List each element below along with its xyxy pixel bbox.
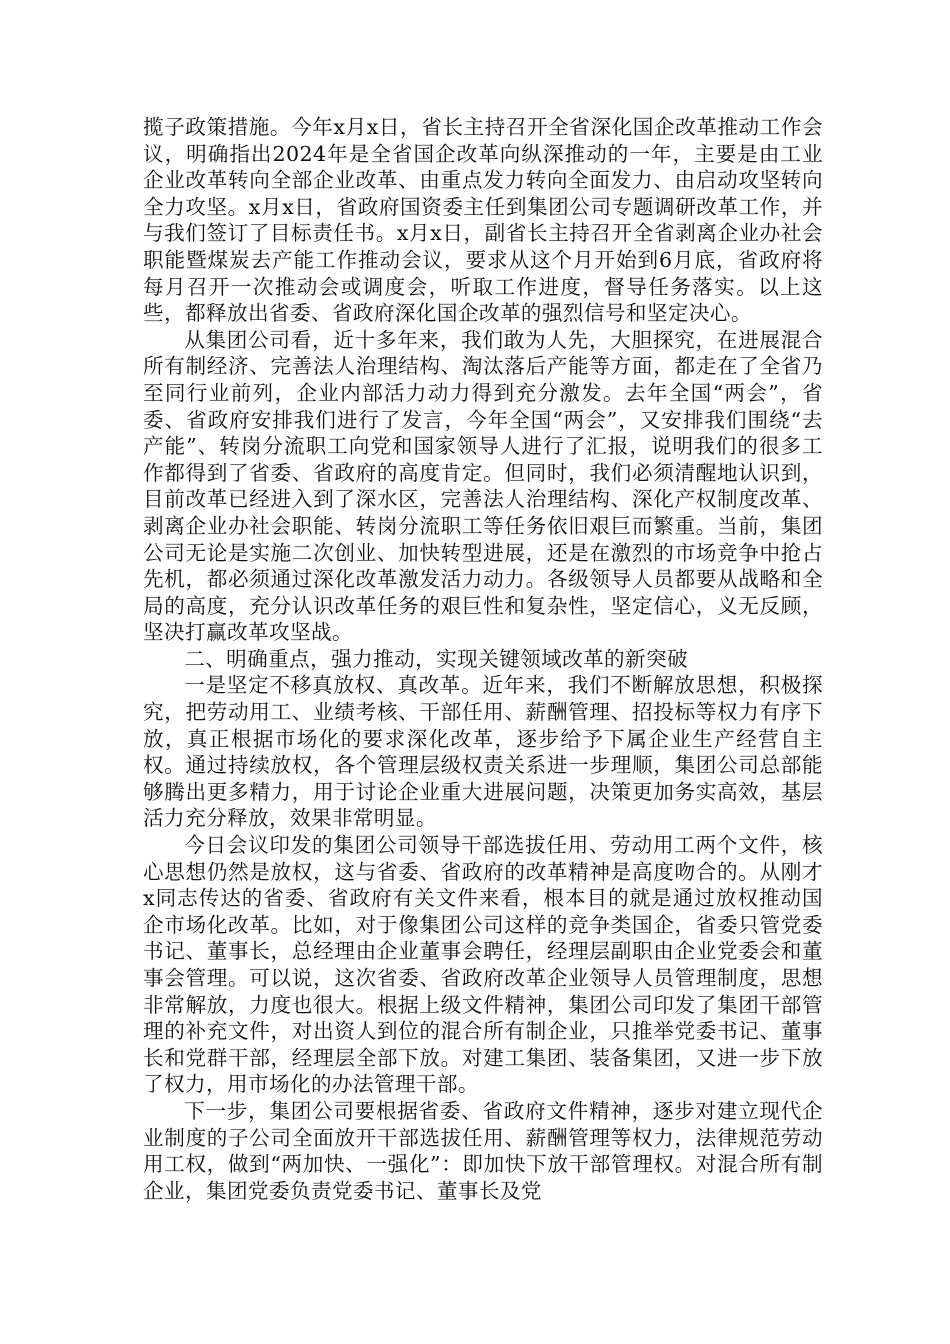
paragraph-decentralization: 一是坚定不移真放权、真改革。近年来，我们不断解放思想，积极探究，把劳动用工、业绩考核、干部任用、薪酬管理、招投标等权力有序下放，真正根据市场化的要求深化改革，逐步给予下属企业生产经营自主权。通过持续放权，各个管理层级权责关系进一步理顺，集团公司总部能够腾出更多精力，用于讨论企业重大进展问题，决策更加务实高效，基层活力充分释放，效果非常明显。: [143, 673, 823, 831]
document-body: [143, 114, 823, 1204]
section-heading-2: 二、明确重点，强力推动，实现关键领域改革的新突破: [184, 646, 689, 671]
paragraph-group-perspective: 从集团公司看，近十多年来，我们敢为人先，大胆探究，在进展混合所有制经济、完善法人治理结构、淘汰落后产能等方面，都走在了全省乃至同行业前列，企业内部活力动力得到充分激发。去年全国“两会”，省委、省政府安排我们进行了发言，今年全国“两会”，又安排我们围绕“去产能”、转岗分流职工向党和国家领导人进行了汇报，说明我们的很多工作都得到了省委、省政府的高度肯定。但同时，我们必须清醒地认识到，目前改革已经进入到了深水区，完善法人治理结构、深化产权制度改革、剥离企业办社会职能、转岗分流职工等任务依旧艰巨而繁重。当前，集团公司无论是实施二次创业、加快转型进展，还是在激烈的市场竞争中抢占先机，都必须通过深化改革激发活力动力。各级领导人员都要从战略和全局的高度，充分认识改革任务的艰巨性和复杂性，坚定信心，义无反顾，坚决打赢改革攻坚战。: [143, 327, 823, 645]
paragraph-next-steps: 下一步，集团公司要根据省委、省政府文件精神，逐步对建立现代企业制度的子公司全面放开干部选拔任用、薪酬管理等权力，法律规范劳动用工权，做到“两加快、一强化”：即加快下放干部管理权。对混合所有制企业，集团党委负责党委书记、董事长及党: [143, 1098, 823, 1203]
paragraph-meeting-documents: 今日会议印发的集团公司领导干部选拔任用、劳动用工两个文件，核心思想仍然是放权，这与省委、省政府的改革精神是高度吻合的。从刚才x同志传达的省委、省政府有关文件来看，根本目的就是通过放权推动国企市场化改革。比如，对于像集团公司这样的竞争类国企，省委只管党委书记、董事长，总经理由企业董事会聘任，经理层副职由企业党委会和董事会管理。可以说，这次省委、省政府改革企业领导人员管理制度，思想非常解放，力度也很大。根据上级文件精神，集团公司印发了集团干部管理的补充文件，对出资人到位的混合所有制企业，只推举党委书记、董事长和党群干部，经理层全部下放。对建工集团、装备集团，又进一步下放了权力，用市场化的办法管理干部。: [143, 833, 823, 1097]
paragraph-policy-continuation: 揽子政策措施。今年x月x日，省长主持召开全省深化国企改革推动工作会议，明确指出2024年是全省国企改革向纵深推动的一年，主要是由工业企业改革转向全部企业改革、由重点发力转向全面发力、由启动攻坚转向全力攻坚。x月x日，省政府国资委主任到集团公司专题调研改革工作，并与我们签订了目标责任书。x月x日，副省长主持召开全省剥离企业办社会职能暨煤炭去产能工作推动会议，要求从这个月开始到6月底，省政府将每月召开一次推动会或调度会，听取工作进度，督导任务落实。以上这些，都释放出省委、省政府深化国企改革的强烈信号和坚定决心。: [143, 115, 823, 326]
